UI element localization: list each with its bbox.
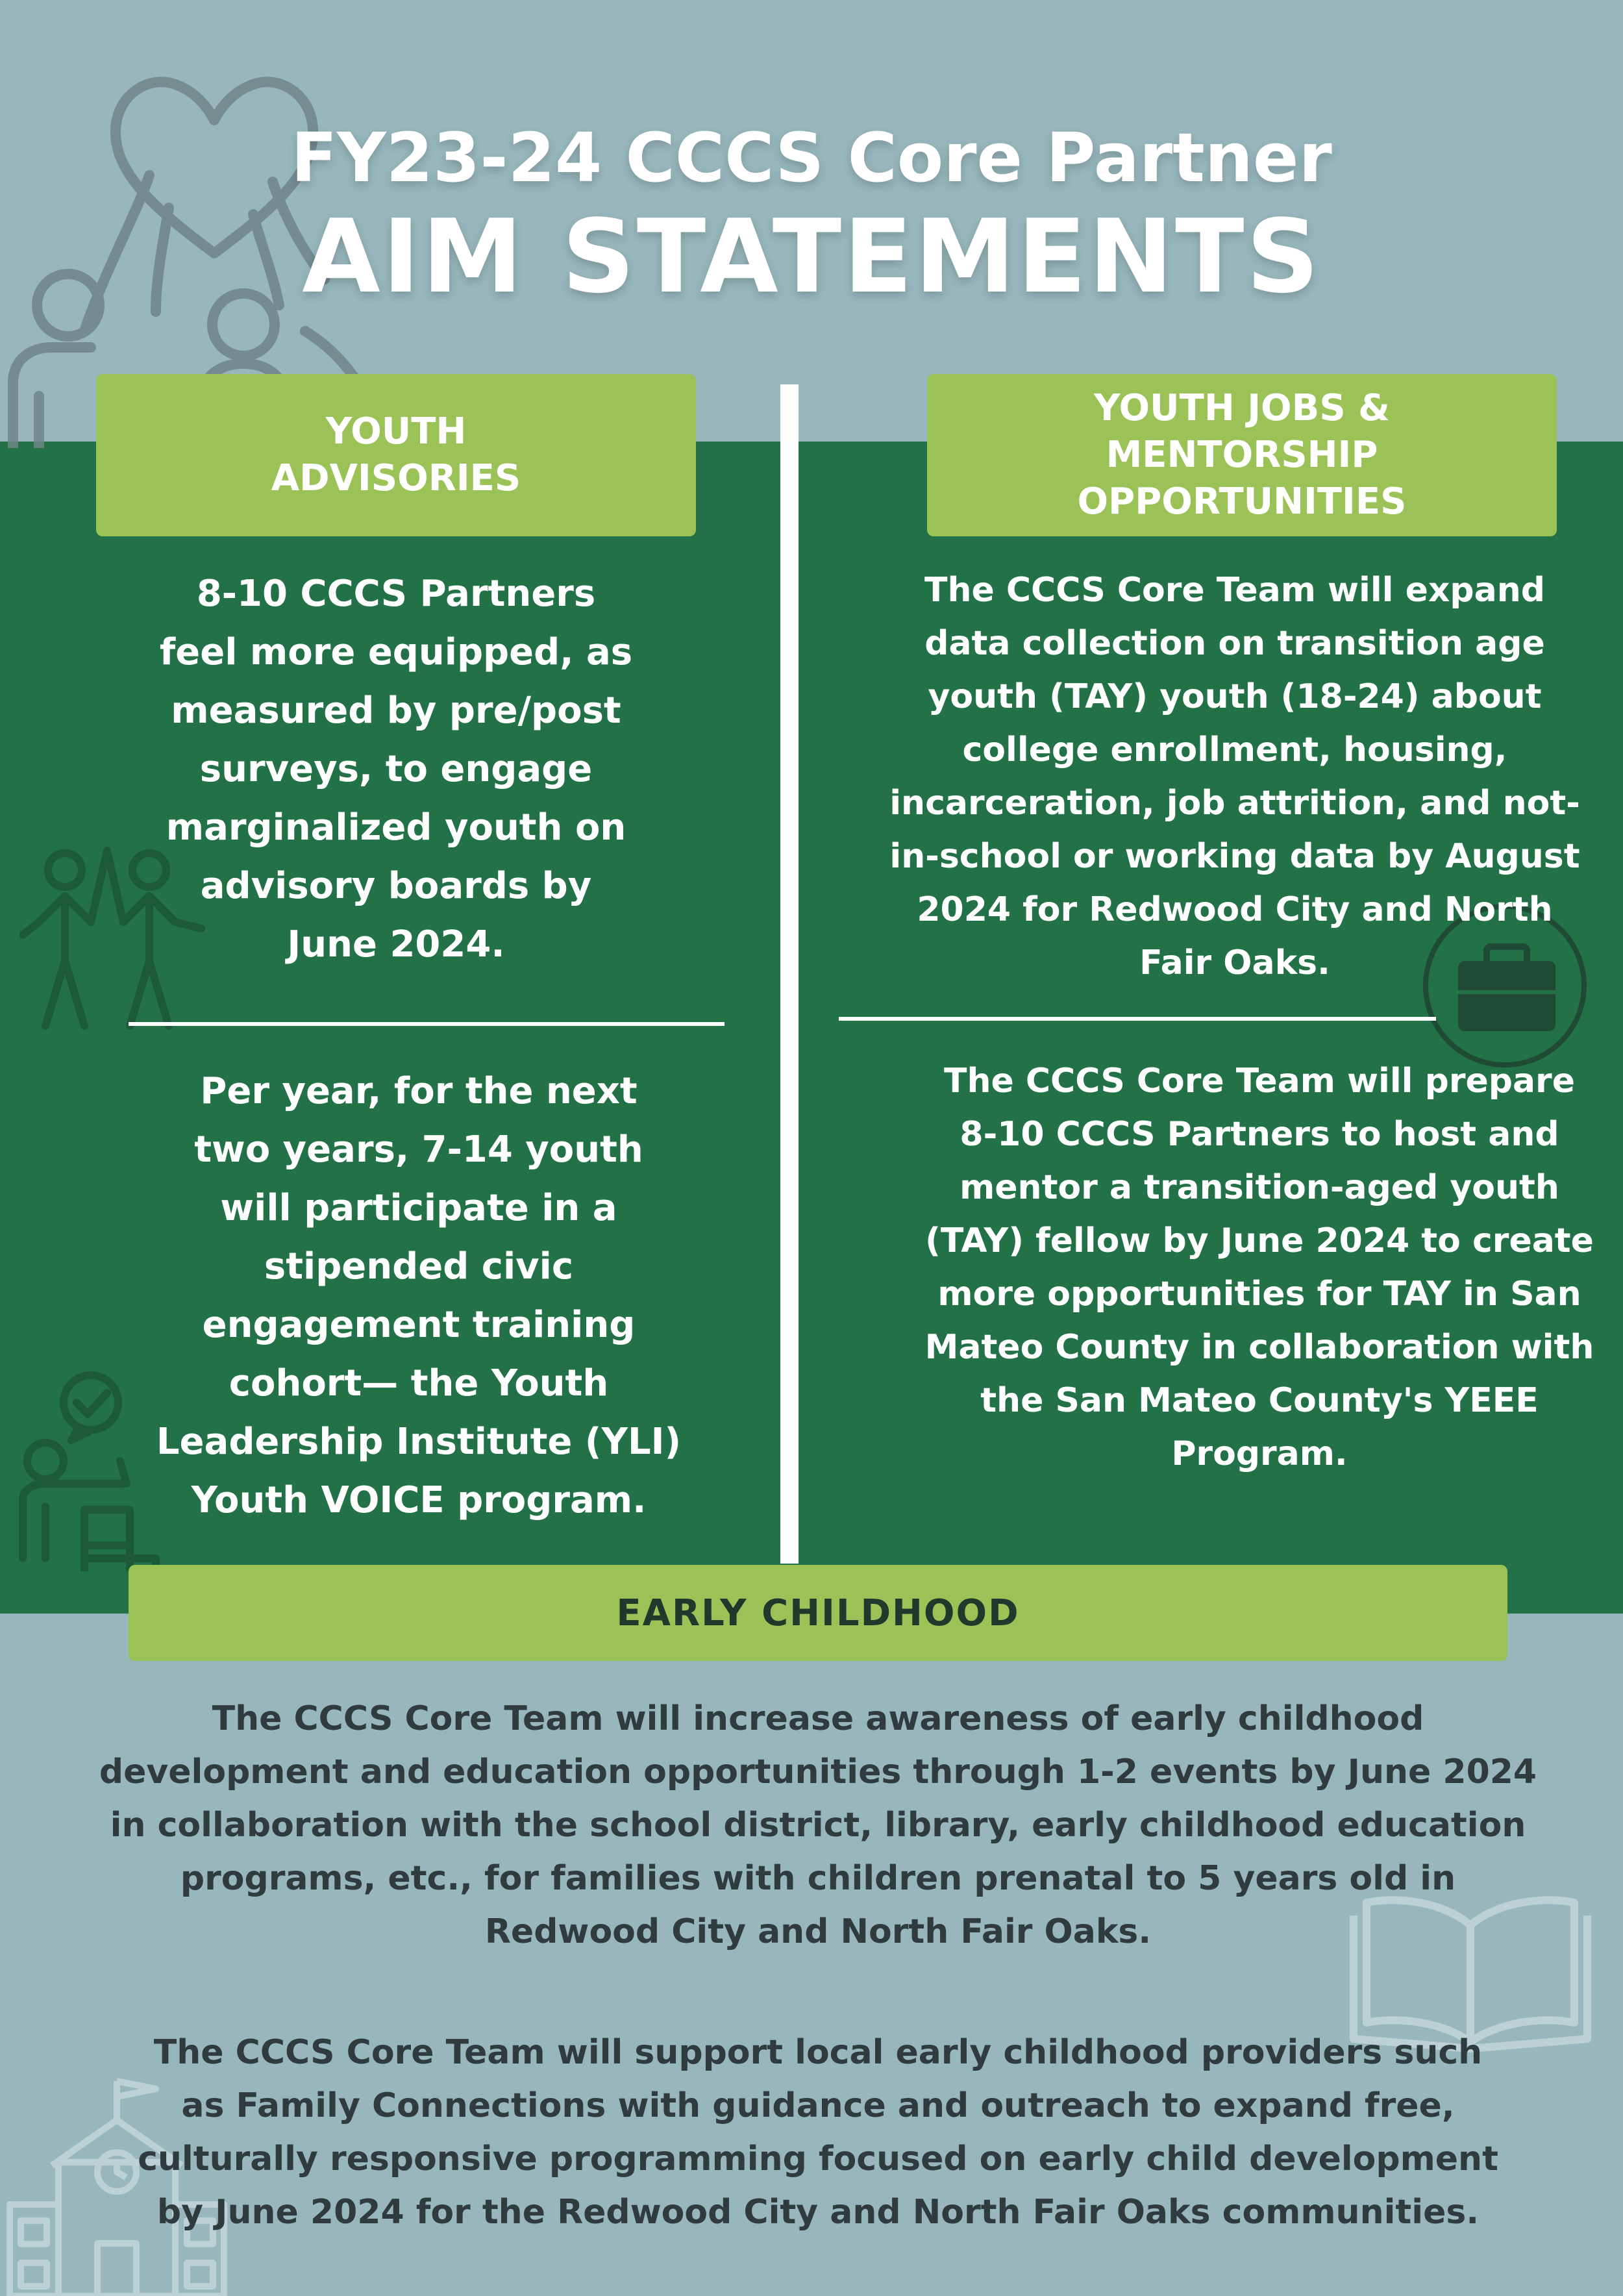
youth-jobs-statement-1: The CCCS Core Team will expand data collection on transition age youth (TAY) youth (18-24) about college enrollment, housing, incarceration, job attrition, and not- in-school or working data by August 2024 for Redwood City and North Fair Oaks. [889,571,1580,982]
youth-jobs-statement-2: The CCCS Core Team will prepare 8-10 CCCS Partners to host and mentor a transition-aged youth (TAY) fellow by June 2024 to create more opportunities for TAY in San Mateo County in collaboration with the San Mateo County's YEEE Program. [924,1062,1594,1473]
title-line-2: AIM STATEMENTS [302,197,1321,316]
youth-advisories-statement-2: Per year, for the next two years, 7-14 youth will participate in a stipended civic engagement training cohort— the Youth Leadership Institute (YLI) Youth VOICE program. [156,1070,682,1521]
youth-advisories-label [96,374,696,536]
youth-advisories-statement-1: 8-10 CCCS Partners feel more equipped, as measured by pre/post surveys, to engage marginalized youth on advisory boards by June 2024. [159,573,633,966]
title-line-1: FY23-24 CCCS Core Partner [291,118,1332,197]
youth-advisories-label-text: YOUTH ADVISORIES [271,410,521,499]
youth-jobs-label-text: YOUTH JOBS & MENTORSHIP OPPORTUNITIES [1077,387,1407,523]
youth-jobs-label [927,374,1557,536]
early-childhood-label-text: EARLY CHILDHOOD [616,1591,1020,1634]
early-childhood-statement-1: The CCCS Core Team will increase awareness of early childhood development and education opportunities through 1-2 events by June 2024 in collaboration with the school district, library, early childhood education programs, etc., for families with children prenatal to 5 years old in Redwood City and North Fair Oaks. [99,1699,1537,1951]
early-childhood-label [129,1565,1507,1661]
vertical-divider [780,384,799,1564]
early-childhood-statement-2: The CCCS Core Team will support local early childhood providers such as Family Connections with guidance and outreach to expand free, culturally responsive programming focused on early child development by June 2024 for the Redwood City and North Fair Oaks communities. [138,2033,1498,2232]
right-separator [839,1017,1436,1021]
left-separator [129,1022,725,1026]
